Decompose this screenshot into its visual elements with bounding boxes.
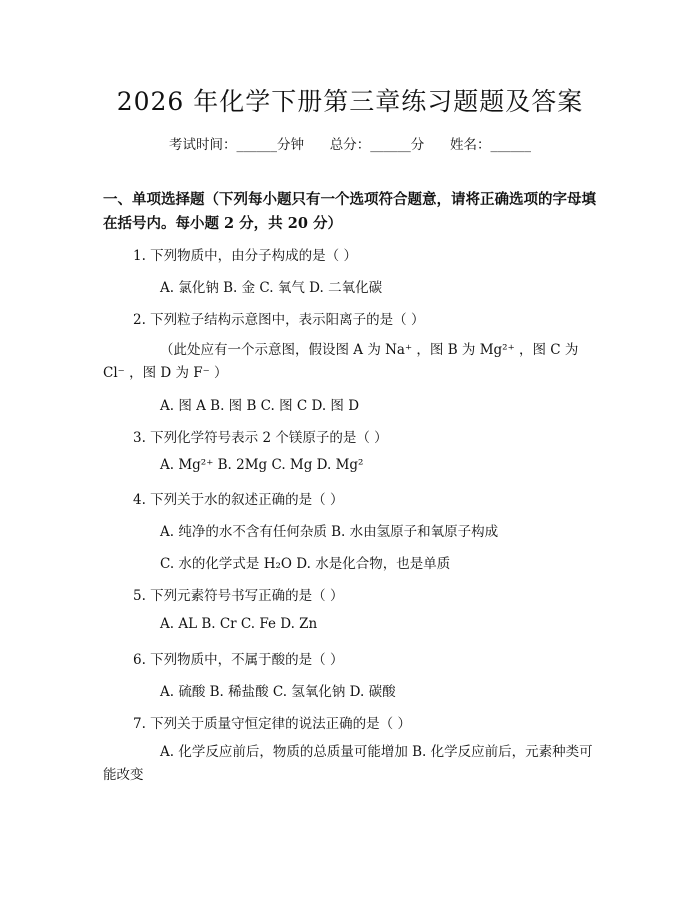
exam-info: 考试时间：______分钟 总分：______分 姓名：______	[169, 137, 531, 153]
question-6-options: A. 硫酸 B. 稀盐酸 C. 氢氧化钠 D. 碳酸	[160, 684, 396, 700]
section-heading: 一、单项选择题（下列每小题只有一个选项符合题意，请将正确选项的字母填在括号内。每小题 2 分，共 20 分）	[103, 191, 596, 232]
question-2: 2. 下列粒子结构示意图中，表示阳离子的是（ ）	[133, 312, 425, 328]
document-title: 2026 年化学下册第三章练习题题及答案	[116, 87, 584, 116]
question-7: 7. 下列关于质量守恒定律的说法正确的是（ ）	[133, 716, 411, 732]
question-2-note: （此处应有一个示意图，假设图 A 为 Na⁺ ，图 B 为 Mg²⁺ ，图 C 为 Cl⁻ ，图 D 为 F⁻ ）	[103, 342, 579, 381]
question-5-options: A. AL B. Cr C. Fe D. Zn	[160, 616, 318, 632]
question-3: 3. 下列化学符号表示 2 个镁原子的是（ ）	[133, 430, 388, 446]
question-2-options: A. 图 A B. 图 B C. 图 C D. 图 D	[160, 398, 360, 414]
question-1-options: A. 氯化钠 B. 金 C. 氧气 D. 二氧化碳	[160, 280, 383, 296]
question-7-options: A. 化学反应前后，物质的总质量可能增加 B. 化学反应前后，元素种类可能改变	[103, 744, 593, 783]
question-4: 4. 下列关于水的叙述正确的是（ ）	[133, 492, 344, 508]
question-4-options-row2: C. 水的化学式是 H₂O D. 水是化合物，也是单质	[160, 556, 451, 572]
question-6: 6. 下列物质中，不属于酸的是（ ）	[133, 652, 344, 668]
question-5: 5. 下列元素符号书写正确的是（ ）	[133, 588, 344, 604]
question-3-options: A. Mg²⁺ B. 2Mg C. Mg D. Mg²	[160, 457, 364, 473]
question-4-options-row1: A. 纯净的水不含有任何杂质 B. 水由氢原子和氧原子构成	[160, 524, 499, 540]
question-1: 1. 下列物质中，由分子构成的是（ ）	[133, 248, 357, 264]
